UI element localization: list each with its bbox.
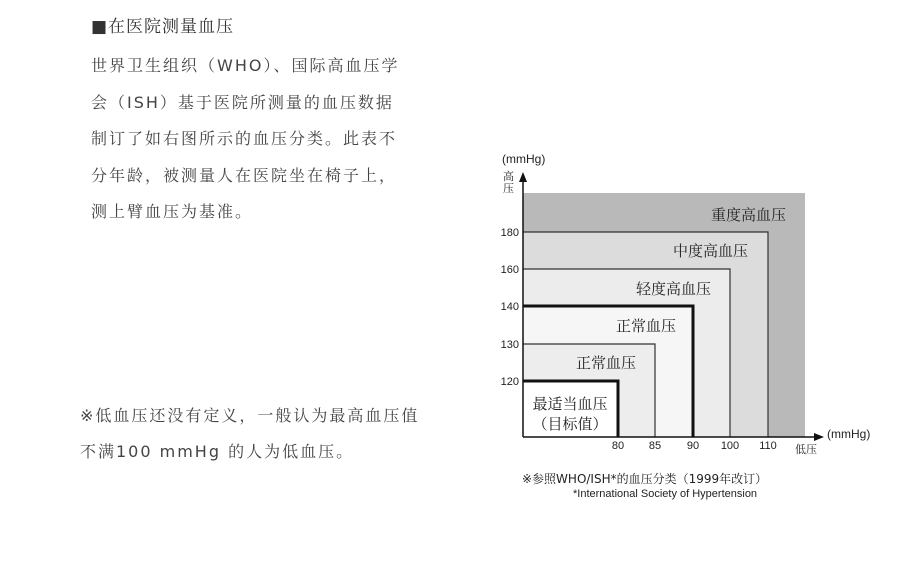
zone-label: （目标值） bbox=[532, 415, 608, 433]
section-heading: ■在医院测量血压 bbox=[91, 17, 235, 37]
y-axis-label: 高 bbox=[503, 170, 514, 183]
x-axis-arrow bbox=[814, 433, 824, 441]
intro-line: 测上臂血压为基准。 bbox=[91, 202, 254, 221]
intro-line: 世界卫生组织（WHO）、国际高血压学 bbox=[91, 56, 400, 75]
y-tick-label: 120 bbox=[500, 376, 519, 388]
zone-label: 正常血压 bbox=[615, 317, 676, 335]
x-axis-label: 低压 bbox=[795, 443, 817, 456]
y-tick-label: 130 bbox=[500, 339, 519, 351]
x-tick-label: 85 bbox=[648, 440, 662, 452]
y-axis-label: 压 bbox=[503, 182, 514, 195]
intro-line: 分年龄，被测量人在医院坐在椅子上， bbox=[91, 165, 398, 185]
y-tick-label: 180 bbox=[500, 227, 519, 239]
zone-label: 中度高血压 bbox=[672, 242, 748, 260]
x-tick-label: 110 bbox=[759, 440, 777, 452]
note-line: 不满100 mmHg 的人为低血压。 bbox=[80, 442, 355, 461]
chart-footnote-ish: *International Society of Hypertension bbox=[573, 488, 758, 500]
intro-line: 会（ISH）基于医院所测量的血压数据 bbox=[91, 92, 394, 112]
x-tick-label: 80 bbox=[611, 440, 625, 452]
note-line: ※低血压还没有定义，一般认为最高血压值 bbox=[80, 406, 420, 425]
y-tick-label: 140 bbox=[500, 301, 519, 313]
zone-label: 最适当血压 bbox=[532, 395, 608, 413]
zone-label: 重度高血压 bbox=[710, 206, 786, 224]
y-tick-label: 160 bbox=[500, 264, 519, 276]
x-axis-unit: (mmHg) bbox=[827, 427, 871, 441]
zone-label: 轻度高血压 bbox=[635, 280, 711, 298]
x-tick-label: 100 bbox=[720, 440, 740, 452]
y-axis-unit: (mmHg) bbox=[502, 152, 546, 166]
intro-line: 制订了如右图所示的血压分类。此表不 bbox=[91, 129, 398, 148]
zone-label: 正常血压 bbox=[575, 354, 636, 372]
x-tick-label: 90 bbox=[686, 440, 700, 452]
chart-footnote: ※参照WHO/ISH*的血压分类（1999年改订） bbox=[522, 472, 768, 486]
y-axis-arrow bbox=[519, 172, 527, 182]
